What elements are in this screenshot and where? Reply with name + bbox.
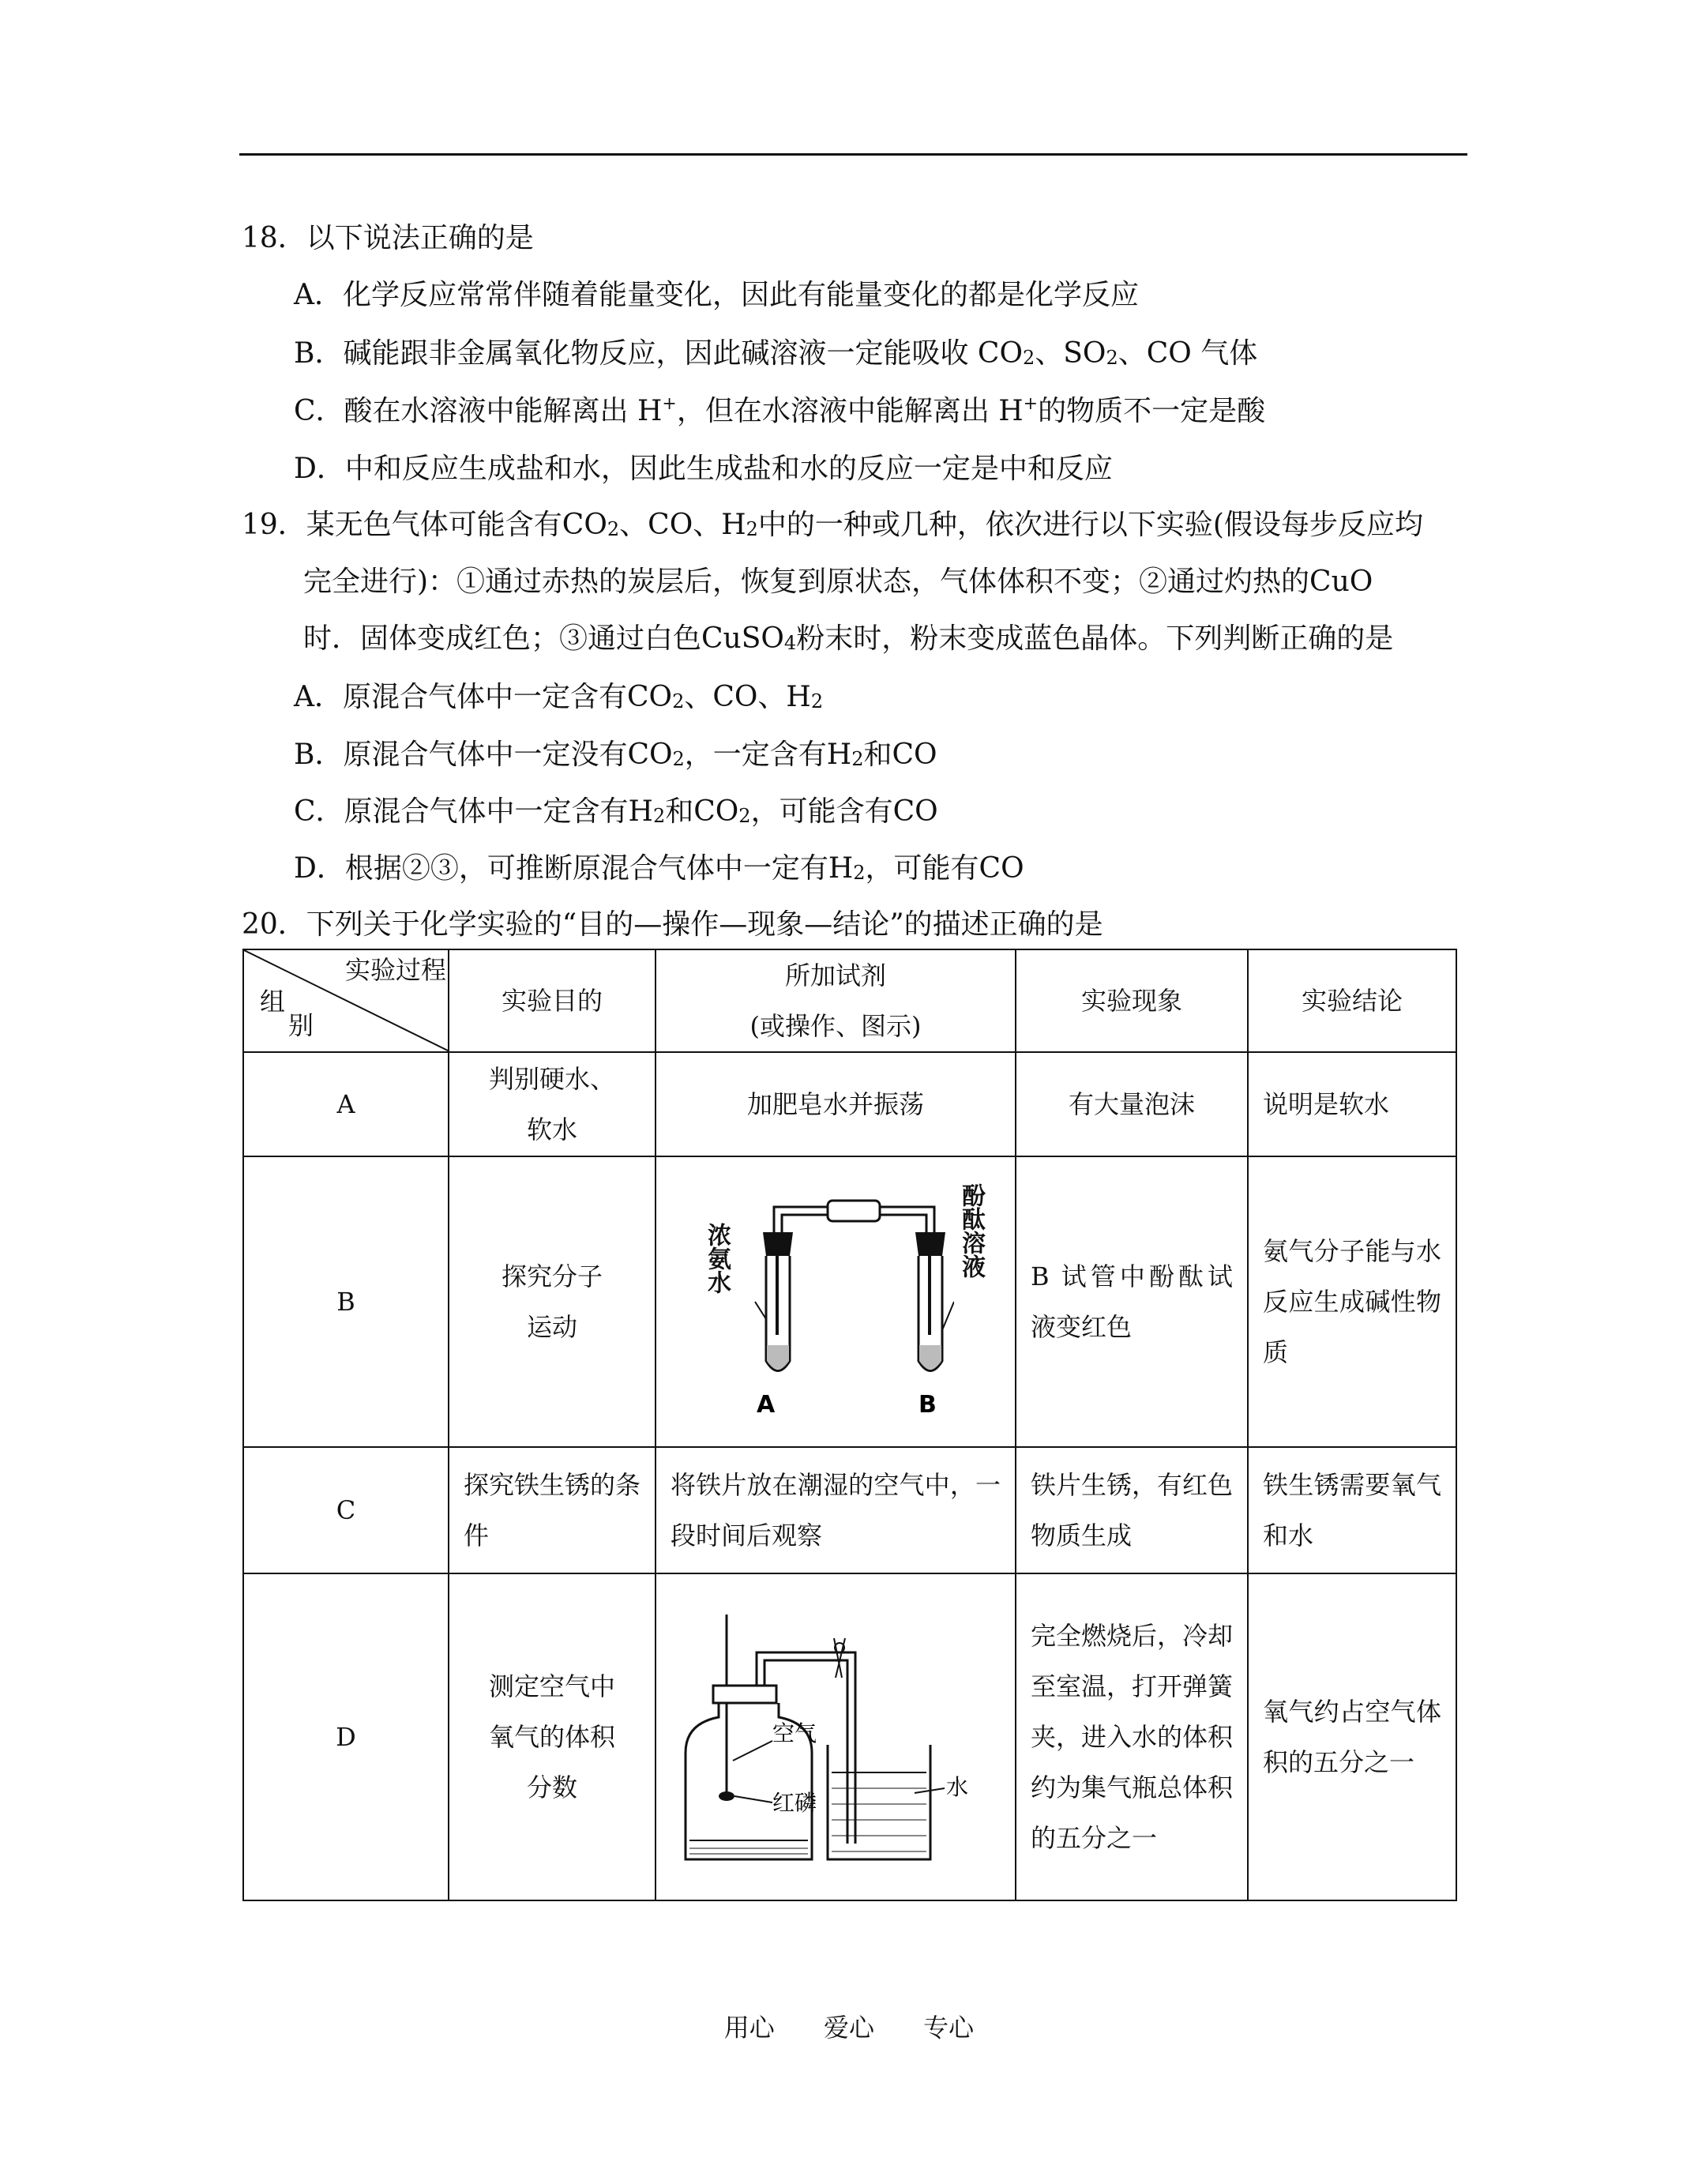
row-c-goal: 探究铁生锈的条件 xyxy=(449,1447,656,1573)
diag-top-label: 实验过程 xyxy=(345,955,447,985)
q19-option-c: C．原混合气体中一定含有$H_2$和$CO_2$，可能含有CO xyxy=(294,795,938,828)
diag-bottom-label-2: 别 xyxy=(288,1010,314,1040)
table-row xyxy=(243,1573,1456,1900)
footer-text-3: 专心 xyxy=(923,2013,975,2043)
experiment-table xyxy=(242,949,1457,1901)
tube-a-label: A xyxy=(757,1391,776,1419)
table-row xyxy=(243,1447,1456,1573)
row-a-phenomenon: 有大量泡沫 xyxy=(1016,1052,1248,1156)
q19-option-a: A．原混合气体中一定含有$CO_2$、CO、$H_2$ xyxy=(294,681,824,713)
red-phosphorus-label: 红磷 xyxy=(772,1790,817,1816)
table-header-row xyxy=(243,949,1456,1052)
ammonia-label: 浓氨水 xyxy=(703,1223,731,1294)
row-c-group: C xyxy=(243,1447,449,1573)
air-label: 空气 xyxy=(772,1720,817,1746)
row-a-goal: 判别硬水、软水 xyxy=(449,1052,656,1156)
q19-stem-line3: 时．固体变成红色；③通过白色CuSO$_4$粉末时，粉末变成蓝色晶体。下列判断正确的是 xyxy=(303,622,1394,655)
row-b-group: B xyxy=(243,1156,449,1447)
row-d-phenomenon: 完全燃烧后，冷却至室温，打开弹簧夹，进入水的体积约为集气瓶总体积的五分之一 xyxy=(1016,1573,1248,1900)
page-footer xyxy=(0,2012,1698,2043)
row-d-conclusion: 氧气约占空气体积的五分之一 xyxy=(1248,1573,1456,1900)
row-c-reagent: 将铁片放在潮湿的空气中，一段时间后观察 xyxy=(656,1447,1016,1573)
row-c-phenomenon: 铁片生锈，有红色物质生成 xyxy=(1016,1447,1248,1573)
q18-option-a: A．化学反应常常伴随着能量变化，因此有能量变化的都是化学反应 xyxy=(294,279,1139,311)
q18-option-b: B．碱能跟非金属氧化物反应，因此碱溶液一定能吸收 $CO_2$、$SO_2$、CO 气体 xyxy=(294,337,1258,370)
row-c-conclusion: 铁生锈需要氧气和水 xyxy=(1248,1447,1456,1573)
q18-option-c: C．酸在水溶液中能解离出 H+，但在水溶液中能解离出 H+的物质不一定是酸 xyxy=(294,394,1266,427)
row-b-conclusion: 氨气分子能与水反应生成碱性物质 xyxy=(1248,1156,1456,1447)
diagonal-header-cell xyxy=(243,949,449,1052)
footer-text-1: 用心 xyxy=(723,2013,775,2043)
row-d-figure-cell xyxy=(656,1573,1016,1900)
row-d-group: D xyxy=(243,1573,449,1900)
q20-stem: 20．下列关于化学实验的“目的—操作—现象—结论”的描述正确的是 xyxy=(242,908,1103,941)
phenolphthalein-label: 酚酞溶液 xyxy=(957,1183,985,1278)
q19-stem-line2: 完全进行)：①通过赤热的炭层后，恢复到原状态，气体体积不变；②通过灼热的CuO xyxy=(303,566,1373,598)
oxygen-volume-figure xyxy=(678,1607,994,1867)
header-conclusion: 实验结论 xyxy=(1248,949,1456,1052)
table-row xyxy=(243,1052,1456,1156)
table-row xyxy=(243,1156,1456,1447)
row-d-goal: 测定空气中氧气的体积分数 xyxy=(449,1573,656,1900)
water-label: 水 xyxy=(946,1774,969,1800)
row-b-figure-cell xyxy=(656,1156,1016,1447)
q18-option-d: D．中和反应生成盐和水，因此生成盐和水的反应一定是中和反应 xyxy=(294,453,1113,485)
row-a-conclusion: 说明是软水 xyxy=(1248,1052,1456,1156)
row-a-reagent: 加肥皂水并振荡 xyxy=(656,1052,1016,1156)
row-b-phenomenon: B 试管中酚酞试液变红色 xyxy=(1016,1156,1248,1447)
header-reagent: 所加试剂 (或操作、图示) xyxy=(656,949,1016,1052)
header-rule xyxy=(239,153,1467,156)
ammonia-diffusion-figure xyxy=(717,1183,954,1420)
diag-bottom-label-1: 组 xyxy=(260,987,286,1017)
q19-stem-line1: 19．某无色气体可能含有$CO_2$、CO、$H_2$中的一种或几种，依次进行以下实验(假设每步反应均 xyxy=(242,509,1423,541)
header-phenomenon: 实验现象 xyxy=(1016,949,1248,1052)
header-goal: 实验目的 xyxy=(449,949,656,1052)
q19-option-b: B．原混合气体中一定没有$CO_2$，一定含有$H_2$和CO xyxy=(294,739,937,771)
row-a-group: A xyxy=(243,1052,449,1156)
q19-option-d: D．根据②③，可推断原混合气体中一定有$H_2$，可能有CO xyxy=(294,852,1024,885)
q18-stem: 18．以下说法正确的是 xyxy=(242,222,534,254)
footer-text-2: 爱心 xyxy=(823,2013,874,2043)
tube-b-label: B xyxy=(918,1391,937,1419)
row-b-goal: 探究分子运动 xyxy=(449,1156,656,1447)
